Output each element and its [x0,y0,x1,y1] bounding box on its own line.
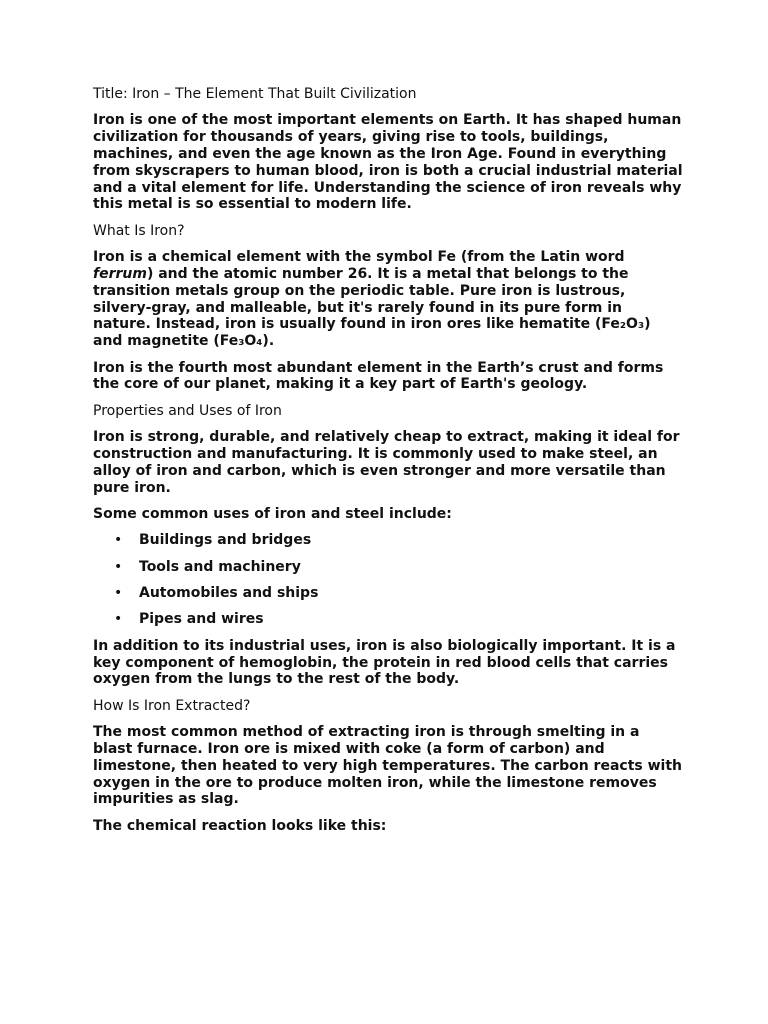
list-item-label: Tools and machinery [139,558,301,575]
what-is-iron-text-end: ) and the atomic number 26. It is a metal that belongs to the transition metals group on the periodic table. Pure iron is lustrous, silvery-gray, and malleable, but it's rarely found in its pure form in nature. Instead, iron is usually found in iron ores like hematite (Fe₂O₃) and magnetite (Fe₃O₄). [93,265,651,350]
bullet-icon: • [114,532,123,549]
bullet-icon: • [114,611,123,628]
section-heading-extraction: How Is Iron Extracted? [93,697,251,714]
abundance-paragraph: Iron is the fourth most abundant element in the Earth’s crust and forms the core of our planet, making it a key part of Earth's geology. [93,359,664,393]
what-is-iron-text-start: Iron is a chemical element with the symbol Fe (from the Latin word [93,249,625,266]
uses-intro-paragraph: Some common uses of iron and steel include: [93,505,452,522]
document-page [93,86,683,844]
biological-importance-paragraph: In addition to its industrial uses, iron is also biologically important. It is a key component of hemoglobin, the protein in red blood cells that carries oxygen from the lungs to the rest of the body. [93,637,676,688]
intro-paragraph: Iron is one of the most important elements on Earth. It has shaped human civilization for thousands of years, giving rise to tools, buildings, machines, and even the age known as the Iron Age. Found in everything from skyscrapers to human blood, iron is both a crucial industrial material and a vital element for life. Understanding the science of iron reveals why this metal is so essential to modern life. [93,112,683,213]
list-item [93,611,683,628]
list-item [93,532,683,549]
document-title: Title: Iron – The Element That Built Civilization [93,86,417,102]
reaction-intro-paragraph: The chemical reaction looks like this: [93,817,387,834]
latin-word-ferrum: ferrum [93,265,147,282]
section-heading-properties: Properties and Uses of Iron [93,402,282,419]
list-item [93,559,683,576]
properties-paragraph: Iron is strong, durable, and relatively cheap to extract, making it ideal for construction and manufacturing. It is commonly used to make steel, an alloy of iron and carbon, which is even stronger and more versatile than pure iron. [93,429,680,496]
uses-list [93,532,683,628]
list-item [93,585,683,602]
what-is-iron-paragraph [93,249,683,350]
bullet-icon: • [114,558,123,575]
list-item-label: Automobiles and ships [139,585,319,602]
extraction-paragraph: The most common method of extracting iron is through smelting in a blast furnace. Iron ore is mixed with coke (a form of carbon) and limestone, then heated to very high temperatures. The carbon reacts with oxygen in the ore to produce molten iron, while the limestone removes impurities as slag. [93,724,682,808]
list-item-label: Pipes and wires [139,611,264,628]
list-item-label: Buildings and bridges [139,532,312,549]
bullet-icon: • [114,585,123,602]
section-heading-what-is-iron: What Is Iron? [93,222,185,239]
